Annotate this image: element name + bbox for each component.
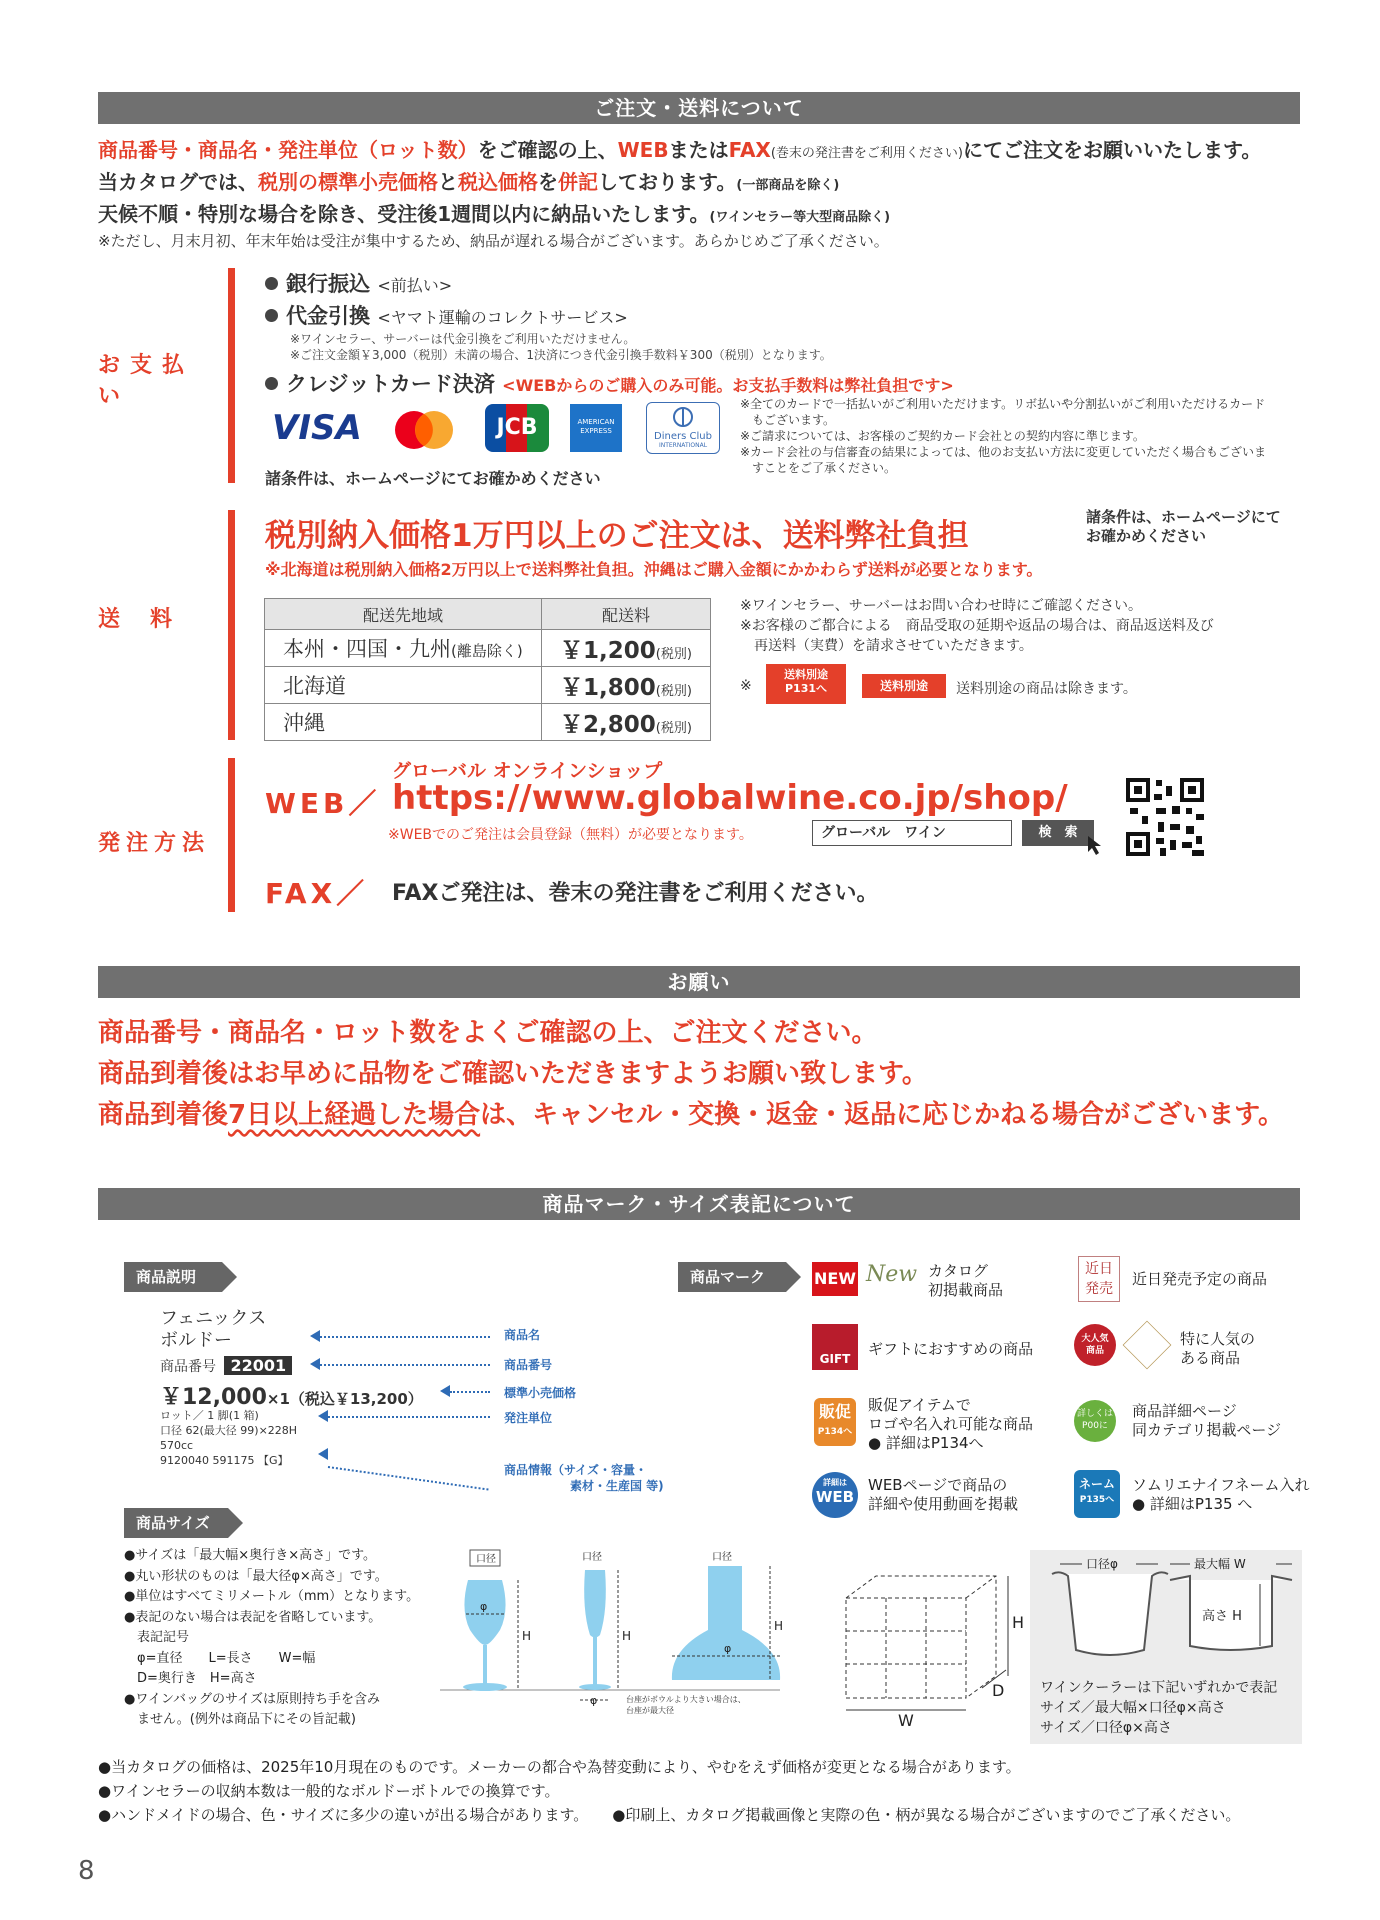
payment-cod: 代金引換 <ヤマト運輸のコレクトサービス>: [265, 300, 628, 330]
cooler-icon: [1030, 1550, 1302, 1674]
svg-text:口径: 口径: [712, 1552, 732, 1563]
svg-text:口径φ: 口径φ: [1086, 1557, 1118, 1571]
visa-logo: VISA: [272, 408, 362, 448]
svg-text:台座が最大径: 台座が最大径: [626, 1706, 674, 1715]
product-desc-tag: 商品説明: [124, 1262, 222, 1292]
payment-cod-note-1: ※ワインセラー、サーバーは代金引換をご利用いただけません。: [290, 332, 636, 346]
member-note: ※WEBでのご発注は会員登録（無料）が必要となります。: [388, 827, 753, 843]
shipping-label: 送 料: [98, 607, 177, 632]
shipping-headline: 税別納入価格1万円以上のご注文は、送料弊社負担: [265, 518, 969, 554]
shipping-badge: 送料別途: [862, 674, 946, 698]
arrow-icon: [440, 1385, 450, 1397]
payment-cod-note-2: ※ご注文金額￥3,000（税別）未満の場合、1決済につき代金引換手数料￥300（税別）となります。: [290, 348, 832, 362]
sample-info: ロット／ 1 脚(1 箱) 口径 62(最大径 99)×228H 570cc 9120040 591175 【G】: [160, 1409, 298, 1467]
shipping-row: 北海道 ￥1,800(税別): [265, 667, 711, 704]
size-notes: ●サイズは「最大幅×奥行き×高さ」です。 ●丸い形状のものは「最大径φ×高さ」です。 ●単位はすべてミリメートル（mm）となります。 ●表記のない場合は表記を省略しています。 表記記号 φ=直径 L=長さ W=幅 D=奥行き H=高さ ●ワインバッグのサイズは原則持ち手を含み ません。(例外は商品下にその旨記載): [124, 1548, 420, 1727]
callout-unit: 発注単位: [504, 1411, 553, 1425]
sample-price: ￥12,000×1（税込￥13,200）: [160, 1385, 423, 1410]
fax-label: FAX／: [265, 877, 369, 910]
shipping-table-head-fee: 配送料: [542, 599, 711, 630]
diners-icon: [671, 407, 695, 427]
mark-name-text: ソムリエナイフネーム入れ ● 詳細はP135 へ: [1132, 1476, 1310, 1513]
footer-note-1: ●当カタログの価格は、2025年10月現在のものです。メーカーの都合や為替変動により、やむをえず価格が変更となる場合があります。: [98, 1758, 1021, 1776]
shop-name: グローバル オンラインショップ: [392, 760, 663, 782]
cooler-notes: ワインクーラーは下記いずれかで表記 サイズ／最大幅×口径φ×高さ サイズ／口径φ×高さ: [1040, 1680, 1278, 1736]
arrow-icon: [310, 1330, 320, 1342]
shipping-notes: ※ワインセラー、サーバーはお問い合わせ時にご確認ください。 ※お客様のご都合による 商品受取の延期や返品の場合は、商品返送料及び 再送料（実費）を請求させていただきます。: [740, 598, 1214, 654]
wine-glass-icon: [463, 1550, 518, 1691]
badge-note: 送料別途の商品は除きます。: [956, 681, 1137, 697]
search-button[interactable]: 検 索: [1022, 820, 1094, 846]
svg-text:口径: 口径: [582, 1552, 602, 1563]
arrow-line: [328, 1416, 490, 1418]
bullet-icon: [265, 377, 278, 390]
callout-info: 商品情報（サイズ・容量・ 素材・生産国 等): [504, 1463, 664, 1493]
search-input[interactable]: グローバル ワイン: [812, 820, 1012, 846]
mark-gift-text: ギフトにおすすめの商品: [868, 1340, 1034, 1358]
card-notes: ※全てのカードで一括払いがご利用いただけます。リボ払いや分割払いがご利用いただけるカード もございます。 ※ご請求については、お客様のご契約カード会社との契約内容に準じます。 ※カード会社の与信審査の結果によっては、他のお支払い方法に変更していただく場合もございま すことをご了承ください。: [740, 397, 1267, 475]
payment-divider: [228, 268, 235, 483]
svg-text:台座がボウルより大きい場合は、: 台座がボウルより大きい場合は、: [626, 1695, 746, 1704]
new-script-icon: New: [866, 1262, 918, 1287]
name-engrave-icon: ネーム P135へ: [1074, 1470, 1120, 1518]
shipping-divider: [228, 510, 235, 740]
mark-detail-text: 商品詳細ページ 同カテゴリ掲載ページ: [1132, 1402, 1282, 1439]
payment-terms: 諸条件は、ホームページにてお確かめください: [265, 469, 601, 488]
mark-new-text: カタログ 初掲載商品: [928, 1262, 1004, 1299]
shipping-sub: ※北海道は税別納入価格2万円以上で送料弊社負担。沖縄はご購入金額にかかわらず送料が必要となります。: [265, 560, 1043, 579]
arrow-line: [320, 1364, 490, 1366]
shipping-headline-note: 諸条件は、ホームページにて お確かめください: [1086, 508, 1281, 545]
shipping-row: 本州・四国・九州(離島除く) ￥1,200(税別): [265, 630, 711, 667]
order-line-4: ※ただし、月末月初、年末年始は受注が集中するため、納品が遅れる場合がございます。あらかじめご了承ください。: [98, 232, 889, 250]
payment-label: お支払い: [98, 353, 195, 409]
mark-web-text: WEBページで商品の 詳細や使用動画を掲載: [868, 1476, 1019, 1513]
detail-page-icon: 詳しくは P00に: [1074, 1400, 1116, 1442]
request-section-title: お願い: [98, 966, 1300, 998]
svg-text:H: H: [1012, 1613, 1025, 1632]
qr-code-icon: [1126, 778, 1204, 856]
svg-text:W: W: [898, 1711, 914, 1728]
coming-soon-icon: 近日 発売: [1078, 1256, 1120, 1302]
method-label: 発注方法: [98, 831, 211, 856]
callout-price: 標準小売価格: [504, 1386, 577, 1400]
svg-text:口径: 口径: [476, 1554, 496, 1565]
svg-text:H: H: [522, 1629, 532, 1643]
shipping-row: 沖縄 ￥2,800(税別): [265, 704, 711, 741]
badge-prefix: ※: [740, 678, 752, 694]
request-line-1: 商品番号・商品名・ロット数をよくご確認の上、ご注文ください。: [98, 1018, 878, 1048]
order-section-title: ご注文・送料について: [98, 92, 1300, 124]
popular-gold-icon: [1123, 1321, 1172, 1370]
request-line-2: 商品到着後はお早めに品物をご確認いただきますようお願い致します。: [98, 1059, 928, 1089]
order-line-3: 天候不順・特別な場合を除き、受注後1週間以内に納品いたします。(ワインセラー等大型商品除く): [98, 202, 891, 226]
mastercard-icon: [388, 408, 460, 452]
product-mark-tag: 商品マーク: [678, 1262, 786, 1292]
diners-logo: Diners Club INTERNATIONAL: [646, 402, 720, 454]
shipping-table: [264, 598, 711, 741]
svg-text:φ: φ: [724, 1642, 732, 1655]
web-detail-icon: 詳細は WEB: [812, 1472, 858, 1518]
arrow-icon: [310, 1358, 320, 1370]
footer-note-3: ●ハンドメイドの場合、色・サイズに多少の違いが出る場合があります。 ●印刷上、カタログ掲載画像と実際の色・柄が異なる場合がございますのでご了承ください。: [98, 1806, 1241, 1824]
payment-bank: 銀行振込 <前払い>: [265, 268, 452, 298]
page-number: 8: [78, 1856, 95, 1886]
product-size-tag: 商品サイズ: [124, 1508, 228, 1538]
method-divider: [228, 758, 235, 912]
svg-text:最大幅 W: 最大幅 W: [1194, 1557, 1246, 1571]
arrow-icon: [318, 1410, 328, 1422]
cooler-diagram: [1030, 1550, 1302, 1744]
footer-note-2: ●ワインセラーの収納本数は一般的なボルドーボトルでの換算です。: [98, 1782, 560, 1800]
svg-text:高さ H: 高さ H: [1202, 1609, 1242, 1624]
svg-text:φ: φ: [480, 1600, 488, 1613]
shop-url-link[interactable]: https://www.globalwine.co.jp/shop/: [392, 778, 1068, 818]
mark-popular-text: 特に人気の ある商品: [1180, 1330, 1256, 1367]
bullet-icon: [265, 309, 278, 322]
svg-text:H: H: [774, 1619, 784, 1633]
bullet-icon: [265, 277, 278, 290]
flute-glass-icon: [579, 1570, 618, 1700]
arrow-line: [320, 1336, 490, 1338]
box-size-diagram: [836, 1568, 1036, 1728]
payment-card: クレジットカード決済 <WEBからのご購入のみ可能。お支払手数料は弊社負担です>: [265, 368, 954, 398]
sample-code: 商品番号 22001: [160, 1356, 292, 1376]
arrow-line: [328, 1466, 489, 1491]
arrow-line: [450, 1391, 490, 1393]
callout-name: 商品名: [504, 1328, 541, 1342]
promo-icon: 販促 P134へ: [814, 1398, 856, 1446]
shipping-table-head-region: 配送先地域: [265, 599, 542, 630]
callout-code: 商品番号: [504, 1358, 553, 1372]
sample-name: フェニックス ボルドー: [160, 1308, 267, 1351]
mastercard-logo: [388, 408, 460, 452]
gift-icon: GIFT: [812, 1324, 858, 1370]
svg-text:H: H: [622, 1629, 632, 1643]
order-line-2: 当カタログでは、税別の標準小売価格と税込価格を併記しております。(一部商品を除く): [98, 170, 840, 194]
jcb-logo: JCB: [485, 404, 549, 452]
web-label: WEB／: [265, 787, 381, 820]
arrow-icon: [318, 1448, 328, 1460]
amex-logo: AMERICAN EXPRESS: [570, 404, 622, 452]
cursor-icon: [1086, 834, 1104, 860]
svg-text:φ: φ: [590, 1694, 598, 1707]
request-line-3: 商品到着後7日以上経過した場合は、キャンセル・交換・返金・返品に応じかねる場合がございます。: [98, 1100, 1285, 1130]
mark-coming-text: 近日発売予定の商品: [1132, 1270, 1268, 1288]
fax-text: FAXご発注は、巻末の発注書をご利用ください。: [392, 881, 879, 906]
decanter-icon: [672, 1566, 780, 1680]
popular-icon: 大人気 商品: [1074, 1324, 1116, 1366]
order-line-1: 商品番号・商品名・発注単位（ロット数）をご確認の上、WEBまたはFAX(巻末の発注書をご利用ください)にてご注文をお願いいたします。: [98, 138, 1262, 162]
marks-section-title: 商品マーク・サイズ表記について: [98, 1188, 1300, 1220]
mark-promo-text: 販促アイテムで ロゴや名入れ可能な商品 ● 詳細はP134へ: [868, 1396, 1034, 1452]
svg-text:D: D: [992, 1681, 1005, 1700]
new-icon: NEW: [812, 1262, 858, 1296]
glass-size-diagram: [440, 1540, 820, 1720]
shipping-badge-p131: 送料別途 P131へ: [766, 664, 846, 704]
